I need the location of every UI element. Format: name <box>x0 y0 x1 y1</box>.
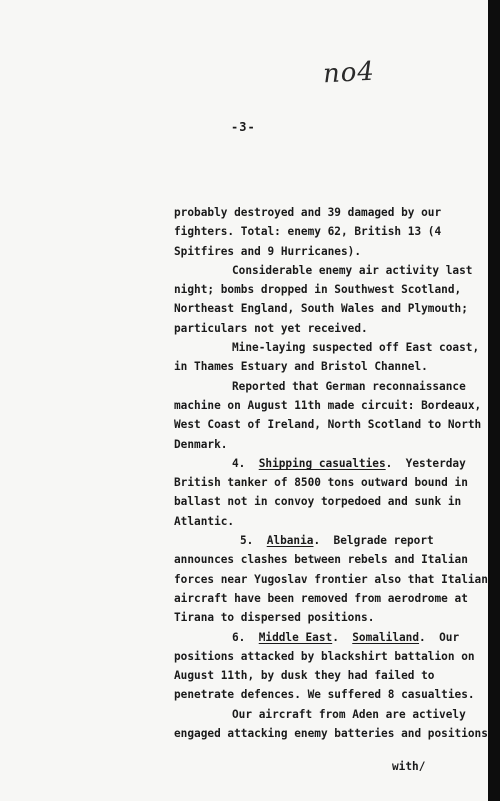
text-line: particulars not yet received. <box>174 321 368 335</box>
text-line: Northeast England, South Wales and Plymouth; <box>174 302 468 316</box>
text-line: positions attacked by blackshirt battalion on <box>174 649 475 663</box>
section-6-line: 6. Middle East. Somaliland. Our <box>232 630 460 644</box>
section-5-line: 5. Albania. Belgrade report <box>240 534 434 548</box>
section-heading: Albania <box>266 534 314 548</box>
text-line: Mine-laying suspected off East coast, <box>232 341 480 355</box>
text-line: Considerable enemy air activity last <box>232 263 473 277</box>
section-heading: Shipping casualties <box>258 456 386 470</box>
text-line: British tanker of 8500 tons outward bound in <box>174 476 468 490</box>
section-number: 6. <box>232 630 246 644</box>
text-line: penetrate defences. We suffered 8 casualties. <box>174 688 475 702</box>
text-span: Yesterday <box>405 456 466 470</box>
text-line: Our aircraft from Aden are actively <box>232 707 466 721</box>
section-number: 4. <box>232 456 246 470</box>
text-line: August 11th, by dusk they had failed to <box>174 669 435 683</box>
text-line: announces clashes between rebels and Italian <box>174 553 468 567</box>
text-line: ballast not in convoy torpedoed and sunk in <box>174 495 462 509</box>
section-number: 5. <box>240 534 254 548</box>
text-line: Denmark. <box>174 437 228 451</box>
document-body <box>174 203 488 743</box>
scan-edge <box>488 0 500 801</box>
catchword: with/ <box>392 760 426 773</box>
page-number: -3- <box>231 120 256 134</box>
section-heading: Middle East <box>258 630 333 644</box>
section-4-line: 4. Shipping casualties. Yesterday <box>232 456 466 470</box>
text-line: probably destroyed and 39 damaged by our <box>174 206 442 219</box>
text-line: forces near Yugoslav frontier also that Italian <box>174 572 488 586</box>
text-line: West Coast of Ireland, North Scotland to North <box>174 418 482 432</box>
text-span: Our <box>439 630 460 644</box>
text-line: machine on August 11th made circuit: Bordeaux, <box>174 398 482 412</box>
text-line: aircraft have been removed from aerodrome at <box>174 591 468 605</box>
text-line: fighters. Total: enemy 62, British 13 (4 <box>174 225 442 239</box>
text-line: engaged attacking enemy batteries and positions <box>174 727 488 741</box>
text-line: night; bombs dropped in Southwest Scotland, <box>174 283 462 297</box>
text-line: Tirana to dispersed positions. <box>174 611 375 625</box>
text-line: Reported that German reconnaissance <box>232 379 466 393</box>
text-line: in Thames Estuary and Bristol Channel. <box>174 360 428 374</box>
section-subheading: Somaliland <box>352 630 420 644</box>
handwritten-page-mark: no4 <box>322 56 376 90</box>
text-line: Atlantic. <box>174 514 235 528</box>
text-line: Spitfires and 9 Hurricanes). <box>174 244 362 258</box>
text-span: Belgrade report <box>333 534 434 548</box>
